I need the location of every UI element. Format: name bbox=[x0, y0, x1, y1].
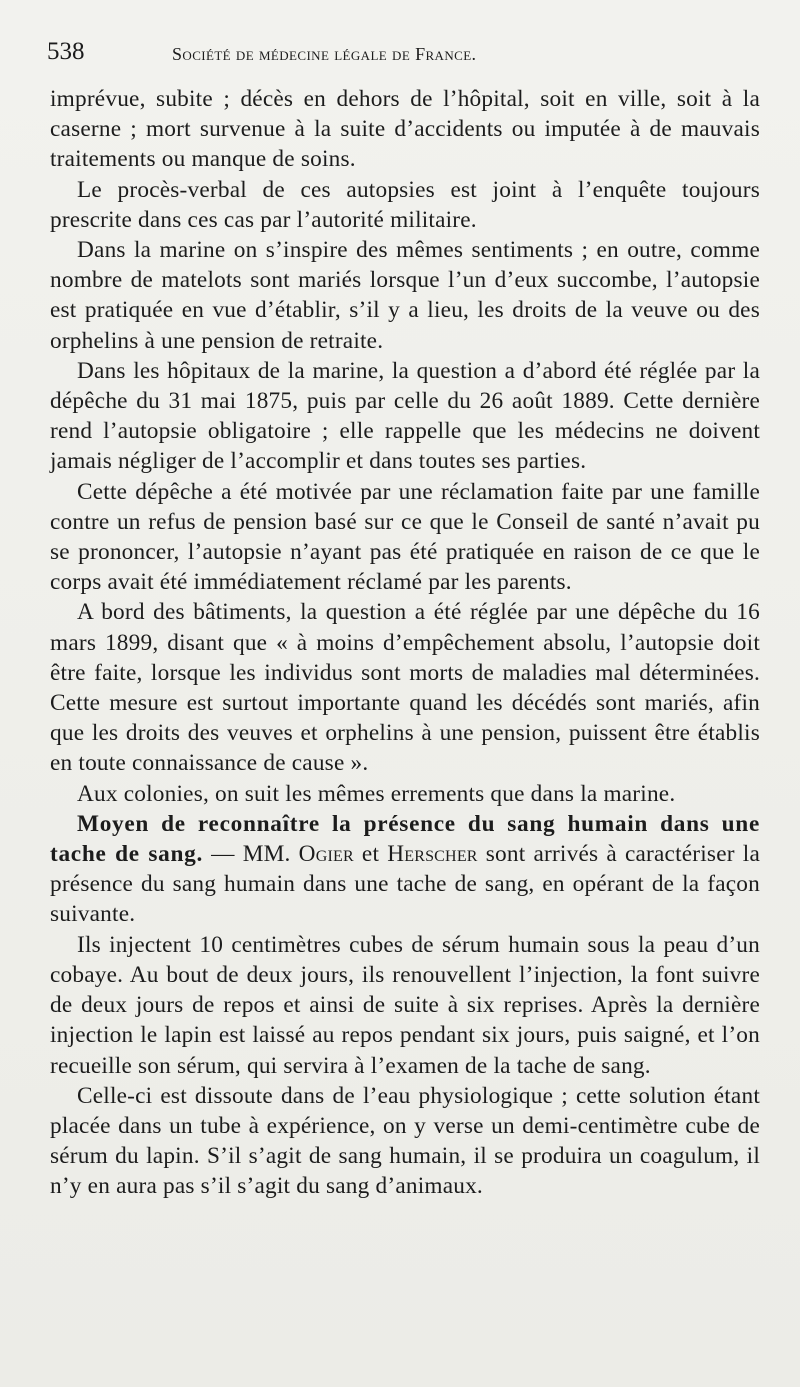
paragraph: Celle-ci est dissoute dans de l’eau physiologique ; cette solution étant placée dans un tube à expérience, on y verse un demi-centimètre cube de sérum du lapin. S’il s’agit de sang humain, il se produira un coagulum, il n’y en aura pas s’il s’agit du sang d’animaux. bbox=[50, 1082, 760, 1200]
paragraph: Dans la marine on s’inspire des mêmes sentiments ; en outre, comme nombre de matelots sont mariés lorsque l’un d’eux succombe, l’autopsie est pratiquée en vue d’établir, s’il y a lieu, les droits de la veuve ou des orphelins à une pension de retraite. bbox=[50, 237, 760, 354]
author-name: Ogier bbox=[298, 841, 354, 868]
paragraph: Le procès-verbal de ces autopsies est joint à l’enquête toujours prescrite dans ces cas par l’autorité militaire. bbox=[50, 176, 760, 233]
section-heading: Moyen de reconnaître la présence du sang humain dans une tache de sang. bbox=[50, 810, 760, 868]
body-text bbox=[50, 84, 760, 1202]
paragraph: imprévue, subite ; décès en dehors de l’hôpital, soit en ville, soit à la caserne ; mort survenue à la suite d’accidents ou imputée à de mauvais traitements ou manque de soins. bbox=[50, 86, 760, 173]
page-number: 538 bbox=[47, 38, 85, 65]
section-dash: — MM. bbox=[203, 841, 299, 868]
paragraph: Aux colonies, on suit les mêmes errements que dans la marine. bbox=[77, 780, 676, 807]
section-paragraph bbox=[50, 809, 760, 930]
running-head: Société de médecine légale de France. bbox=[172, 44, 477, 64]
author-name: Herscher bbox=[387, 841, 478, 868]
section-conjunction: et bbox=[353, 841, 388, 868]
paragraph: Cette dépêche a été motivée par une réclamation faite par une famille contre un refus de pension basé sur ce que le Conseil de santé n’avait pu se prononcer, l’autopsie n’ayant pas été pratiquée en raison de ce que le corps avait été immédiatement réclamé par les parents. bbox=[50, 478, 760, 596]
paragraph: Dans les hôpitaux de la marine, la question a d’abord été réglée par la dépêche du 31 mai 1875, puis par celle du 26 août 1889. Cette dernière rend l’autopsie obligatoire ; elle rappelle que les médecins ne doivent jamais négliger de l’accomplir et dans toutes ses parties. bbox=[50, 357, 760, 475]
paragraph: A bord des bâtiments, la question a été réglée par une dépêche du 16 mars 1899, disant que « à moins d’empêchement absolu, l’autopsie doit être faite, lorsque les individus sont morts de maladies mal déterminées. Cette mesure est surtout importante quand les décédés sont mariés, afin que les droits des veuves et orphelins à une pension, puissent être établis en toute connaissance de cause ». bbox=[50, 599, 760, 777]
paragraph: Ils injectent 10 centimètres cubes de sérum humain sous la peau d’un cobaye. Au bout de deux jours, ils renouvellent l’injection, la font suivre de deux jours de repos et ainsi de suite à six reprises. Après la dernière injection le lapin est laissé au repos pendant six jours, puis saigné, et l’on recueille son sérum, qui servira à l’examen de la tache de sang. bbox=[50, 931, 760, 1079]
section-text: sont arrivés à caractériser la présence du sang humain dans une tache de sang, en opérant de la façon suivante. bbox=[50, 841, 760, 928]
page-header bbox=[47, 38, 747, 70]
